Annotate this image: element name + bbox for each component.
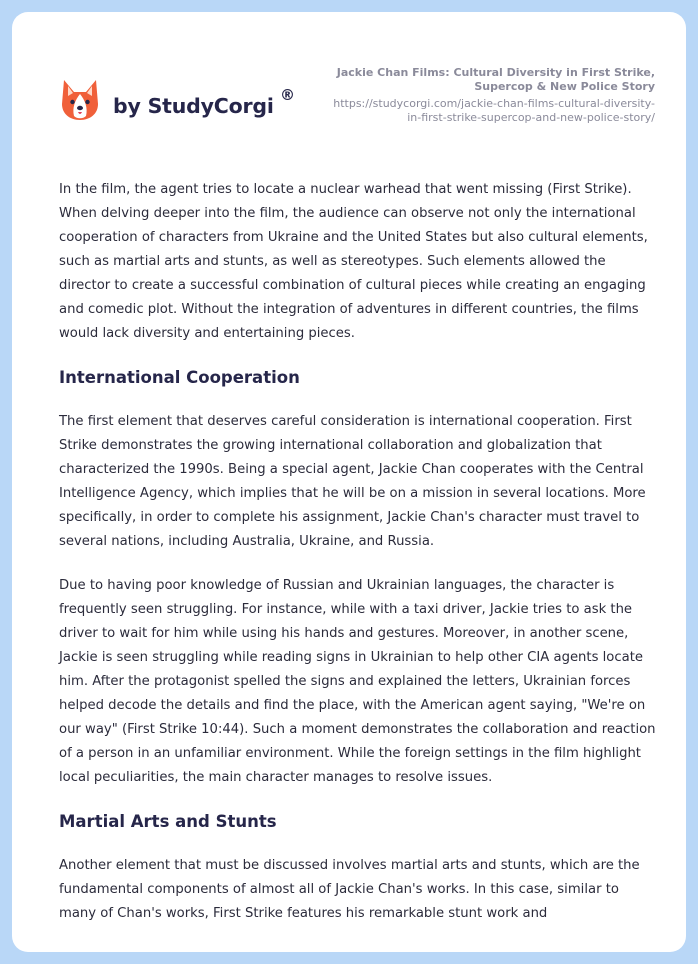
paragraph: Another element that must be discussed involves martial arts and stunts, which are the fundamental components of almost all of Jackie Chan's works. In this case, similar to many of Chan's works, First Strike features his remarkable stunt work and <box>59 858 640 921</box>
document-url[interactable]: https://studycorgi.com/jackie-chan-films-cultural-diversity-in-first-strike-supercop-and-new-police-story/ <box>333 97 655 124</box>
paragraph: In the film, the agent tries to locate a nuclear warhead that went missing (First Strike). When delving deeper into the film, the audience can observe not only the international cooperation of characters from Ukraine and the United States but also cultural elements, such as martial arts and stunts, as well as stereotypes. Such elements allowed the director to create a successful combination of cultural pieces while creating an engaging and comedic plot. Without the integration of adventures in different countries, the films would lack diversity and entertaining pieces. <box>59 182 648 341</box>
section-heading: International Cooperation <box>59 368 300 387</box>
studycorgi-logo[interactable] <box>60 76 310 138</box>
document-body <box>59 178 659 946</box>
paragraph: Due to having poor knowledge of Russian and Ukrainian languages, the character is frequently seen struggling. For instance, while with a taxi driver, Jackie tries to ask the driver to wait for him while using his hands and gestures. Moreover, in another scene, Jackie is seen struggling while reading signs in Ukrainian to help other CIA agents locate him. After the protagonist spelled the signs and explained the letters, Ukrainian forces helped decode the details and find the place, with the American agent saying, "We're on our way" (First Strike 10:44). Such a moment demonstrates the collaboration and reaction of a person in an unfamiliar environment. While the foreign settings in the film highlight local peculiarities, the main character manages to resolve issues. <box>59 578 656 785</box>
document-header <box>325 66 655 125</box>
registered-mark: ® <box>280 86 295 104</box>
paragraph: The first element that deserves careful consideration is international cooperation. First Strike demonstrates the growing international collaboration and globalization that characterized the 1990s. Being a special agent, Jackie Chan cooperates with the Central Intelligence Agency, which implies that he will be on a mission in several locations. More specifically, in order to complete his assignment, Jackie Chan's character must travel to several nations, including Australia, Ukraine, and Russia. <box>59 414 646 549</box>
document-title: Jackie Chan Films: Cultural Diversity in First Strike, Supercop & New Police Story <box>336 66 655 93</box>
corgi-logo-icon <box>60 78 100 122</box>
brand-name: by StudyCorgi <box>113 94 274 118</box>
section-heading: Martial Arts and Stunts <box>59 812 277 831</box>
document-page <box>12 12 686 952</box>
